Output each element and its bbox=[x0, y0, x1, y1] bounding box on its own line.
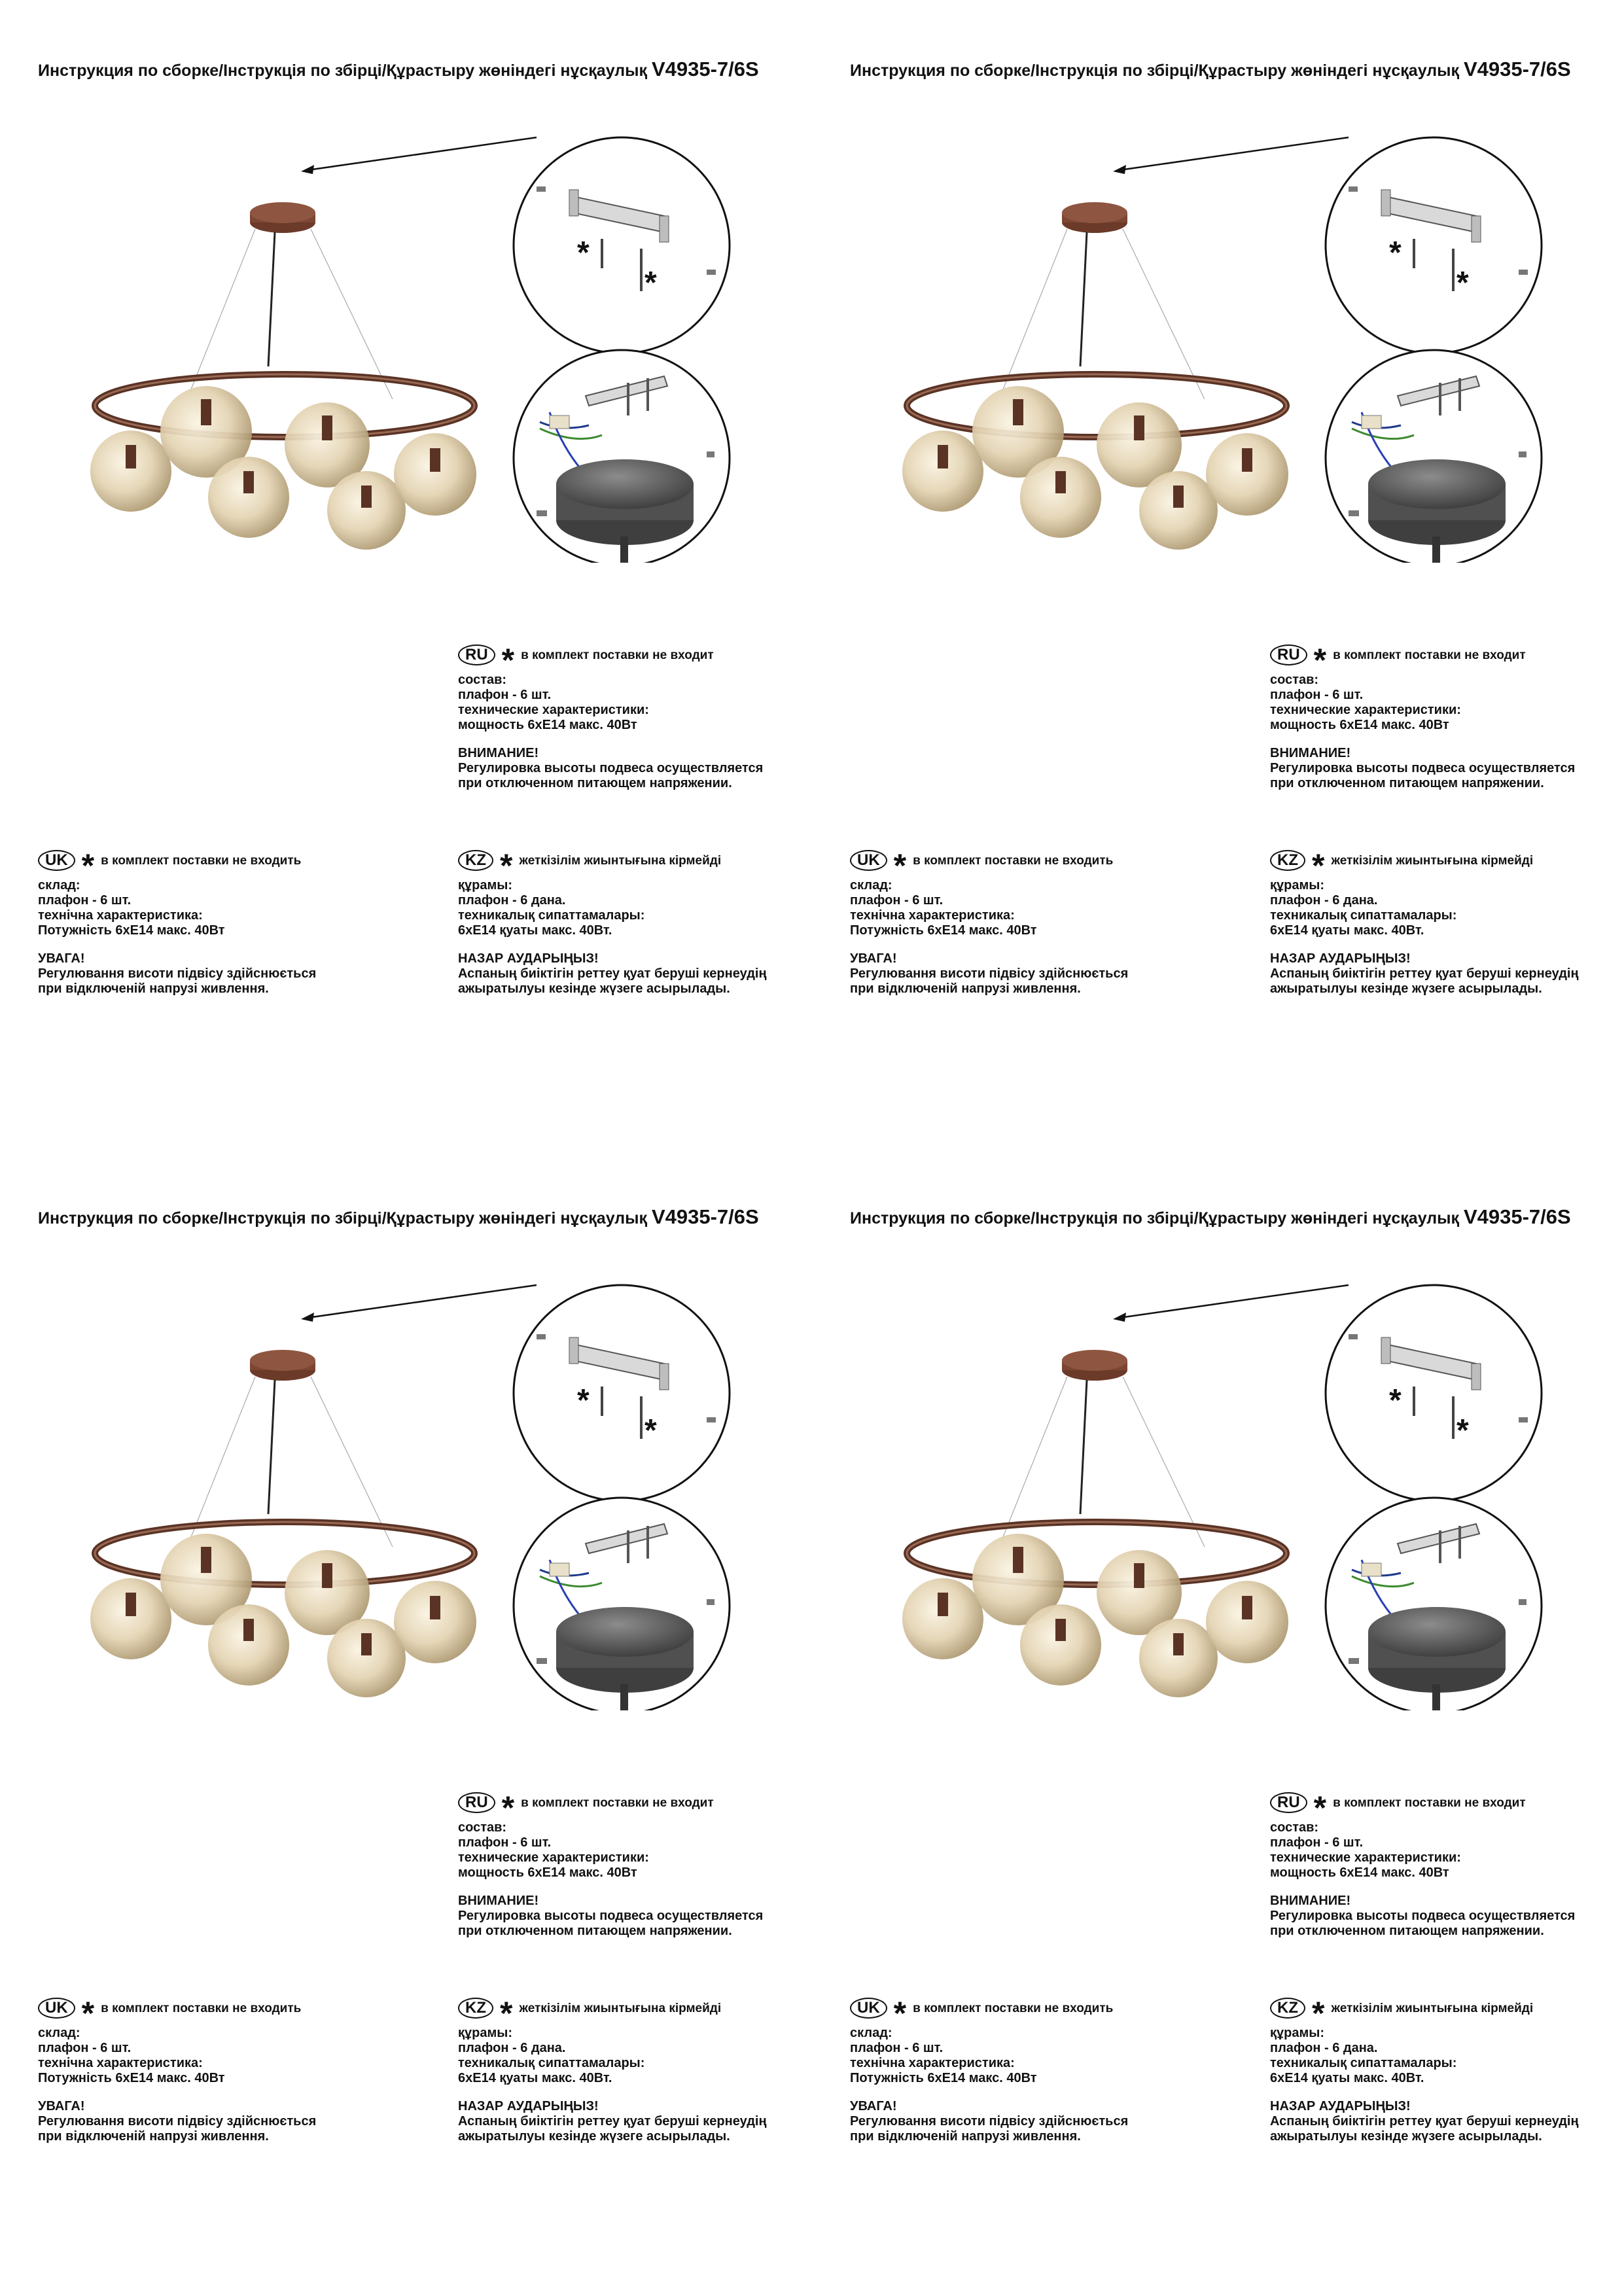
svg-text:*: * bbox=[644, 1413, 657, 1448]
star-icon: * bbox=[1313, 1790, 1327, 1826]
title-text: Инструкция по сборке/Інструкція по збірці/Құрастыру жөніндегі нұсқаулық bbox=[38, 1209, 648, 1227]
uk-line: плафон - 6 шт. bbox=[850, 2041, 944, 2055]
uk-line: плафон - 6 шт. bbox=[850, 893, 944, 908]
uk-line: склад: bbox=[850, 2026, 892, 2040]
svg-text:*: * bbox=[1456, 266, 1469, 300]
pointer-arrow bbox=[308, 137, 537, 170]
star-icon: * bbox=[1312, 847, 1325, 884]
uk-language-badge: UK bbox=[850, 1998, 887, 2019]
uk-warning-title: УВАГА! bbox=[850, 2099, 897, 2113]
title-text: Инструкция по сборке/Інструкція по збірці/Құрастыру жөніндегі нұсқаулық bbox=[850, 62, 1460, 80]
ru-not-included-note: в комплект поставки не входит bbox=[521, 1795, 714, 1810]
page-title bbox=[38, 58, 759, 81]
uk-warning-line: Регулювання висоти підвісу здійснюється bbox=[38, 966, 317, 981]
ru-not-included-note: в комплект поставки не входит bbox=[1333, 648, 1526, 662]
ru-line: мощность 6хЕ14 макс. 40Вт bbox=[458, 1865, 637, 1880]
star-icon: * bbox=[81, 1995, 95, 2032]
uk-section bbox=[850, 1994, 1128, 2144]
model-number: V4935-7/6S bbox=[651, 1205, 759, 1228]
kz-line: техникалық сипаттамалары: bbox=[1270, 2056, 1457, 2070]
page-title bbox=[38, 1205, 759, 1229]
star-icon: * bbox=[501, 642, 515, 679]
star-icon: * bbox=[500, 847, 513, 884]
globe-group bbox=[90, 386, 476, 550]
uk-warning-line: Регулювання висоти підвісу здійснюється bbox=[38, 2114, 317, 2128]
chandelier-illustration bbox=[79, 118, 759, 563]
uk-warning-line: при відключеній напрузі живлення. bbox=[850, 2129, 1081, 2144]
ru-warning-line: при отключенном питающем напряжении. bbox=[458, 776, 732, 790]
model-number: V4935-7/6S bbox=[1463, 58, 1571, 80]
chandelier-illustration bbox=[891, 1265, 1571, 1710]
kz-line: 6хЕ14 қуаты макс. 40Вт. bbox=[458, 923, 612, 938]
kz-line: 6хЕ14 қуаты макс. 40Вт. bbox=[1270, 2071, 1424, 2085]
kz-not-included-note: жеткізілім жиынтығына кірмейді bbox=[1331, 853, 1534, 868]
kz-warning-title: НАЗАР АУДАРЫҢЫЗ! bbox=[458, 951, 599, 966]
kz-warning-line: Аспаның биіктігін реттеу қуат беруші кернеудің bbox=[458, 966, 767, 981]
chandelier-illustration bbox=[891, 118, 1571, 563]
globe-group bbox=[90, 1534, 476, 1697]
ru-language-badge: RU bbox=[458, 645, 495, 665]
kz-warning-line: Аспаның биіктігін реттеу қуат беруші кернеудің bbox=[458, 2114, 767, 2128]
ru-line: состав: bbox=[458, 1820, 507, 1835]
ru-language-badge: RU bbox=[458, 1792, 495, 1813]
kz-warning-line: ажыратылуы кезінде жүзеге асырылады. bbox=[458, 981, 730, 996]
page-title bbox=[850, 1205, 1571, 1229]
uk-warning-line: Регулювання висоти підвісу здійснюється bbox=[850, 966, 1129, 981]
uk-line: Потужність 6хЕ14 макс. 40Вт bbox=[38, 923, 225, 938]
ru-warning-title: ВНИМАНИЕ! bbox=[1270, 746, 1351, 760]
ru-warning-line: Регулировка высоты подвеса осуществляется bbox=[458, 1909, 764, 1923]
ru-section bbox=[1270, 641, 1575, 791]
star-icon: * bbox=[1313, 642, 1327, 679]
svg-text:*: * bbox=[1389, 1383, 1402, 1418]
kz-line: техникалық сипаттамалары: bbox=[458, 908, 645, 923]
kz-line: құрамы: bbox=[1270, 2026, 1325, 2040]
ru-warning-title: ВНИМАНИЕ! bbox=[458, 1894, 539, 1908]
kz-section bbox=[458, 847, 767, 997]
uk-line: плафон - 6 шт. bbox=[38, 2041, 132, 2055]
svg-text:*: * bbox=[1456, 1413, 1469, 1448]
kz-line: құрамы: bbox=[458, 2026, 513, 2040]
kz-line: 6хЕ14 қуаты макс. 40Вт. bbox=[1270, 923, 1424, 938]
kz-warning-line: ажыратылуы кезінде жүзеге асырылады. bbox=[1270, 2129, 1542, 2144]
svg-text:*: * bbox=[577, 236, 590, 270]
bracket-detail-circle bbox=[1326, 137, 1542, 353]
instruction-sheet bbox=[812, 0, 1624, 1148]
ru-warning-line: при отключенном питающем напряжении. bbox=[1270, 776, 1544, 790]
uk-warning-title: УВАГА! bbox=[38, 2099, 85, 2113]
kz-warning-title: НАЗАР АУДАРЫҢЫЗ! bbox=[1270, 2099, 1411, 2113]
kz-section bbox=[1270, 1994, 1579, 2144]
bracket-detail-circle bbox=[514, 137, 730, 353]
ru-warning-line: Регулировка высоты подвеса осуществляется bbox=[1270, 1909, 1576, 1923]
kz-line: плафон - 6 дана. bbox=[1270, 2041, 1378, 2055]
kz-section bbox=[1270, 847, 1579, 997]
kz-warning-title: НАЗАР АУДАРЫҢЫЗ! bbox=[1270, 951, 1411, 966]
uk-section bbox=[38, 847, 316, 997]
svg-text:*: * bbox=[644, 266, 657, 300]
uk-line: Потужність 6хЕ14 макс. 40Вт bbox=[850, 923, 1037, 938]
ru-not-included-note: в комплект поставки не входит bbox=[521, 648, 714, 662]
star-icon: * bbox=[893, 1995, 907, 2032]
svg-text:*: * bbox=[1389, 236, 1402, 270]
ru-section bbox=[458, 641, 763, 791]
uk-line: технічна характеристика: bbox=[850, 908, 1015, 923]
ru-line: плафон - 6 шт. bbox=[1270, 688, 1364, 702]
ru-line: технические характеристики: bbox=[458, 703, 649, 717]
ru-line: мощность 6хЕ14 макс. 40Вт bbox=[1270, 1865, 1449, 1880]
model-number: V4935-7/6S bbox=[651, 58, 759, 80]
uk-not-included-note: в комплект поставки не входить bbox=[913, 853, 1114, 868]
ru-warning-line: Регулировка высоты подвеса осуществляется bbox=[1270, 761, 1576, 775]
uk-line: склад: bbox=[38, 2026, 80, 2040]
uk-warning-line: при відключеній напрузі живлення. bbox=[38, 2129, 269, 2144]
chandelier-illustration bbox=[79, 1265, 759, 1710]
ru-line: состав: bbox=[1270, 673, 1319, 687]
globe-group bbox=[902, 386, 1288, 550]
instruction-sheet bbox=[812, 1148, 1624, 2295]
kz-warning-line: Аспаның биіктігін реттеу қуат беруші кернеудің bbox=[1270, 966, 1579, 981]
kz-warning-line: ажыратылуы кезінде жүзеге асырылады. bbox=[1270, 981, 1542, 996]
uk-warning-title: УВАГА! bbox=[850, 951, 897, 966]
uk-line: склад: bbox=[38, 878, 80, 892]
kz-warning-line: Аспаның биіктігін реттеу қуат беруші кернеудің bbox=[1270, 2114, 1579, 2128]
uk-warning-line: Регулювання висоти підвісу здійснюється bbox=[850, 2114, 1129, 2128]
uk-line: Потужність 6хЕ14 макс. 40Вт bbox=[38, 2071, 225, 2085]
uk-language-badge: UK bbox=[38, 1998, 75, 2019]
svg-text:*: * bbox=[577, 1383, 590, 1418]
ru-language-badge: RU bbox=[1270, 1792, 1307, 1813]
uk-line: склад: bbox=[850, 878, 892, 892]
kz-language-badge: KZ bbox=[1270, 1998, 1305, 2019]
ru-line: плафон - 6 шт. bbox=[458, 688, 552, 702]
ru-language-badge: RU bbox=[1270, 645, 1307, 665]
star-icon: * bbox=[893, 847, 907, 884]
kz-line: құрамы: bbox=[458, 878, 513, 892]
pointer-arrow bbox=[1120, 137, 1349, 170]
uk-not-included-note: в комплект поставки не входить bbox=[101, 853, 302, 868]
ru-line: плафон - 6 шт. bbox=[458, 1835, 552, 1850]
instruction-sheet bbox=[0, 1148, 812, 2295]
kz-warning-title: НАЗАР АУДАРЫҢЫЗ! bbox=[458, 2099, 599, 2113]
kz-line: плафон - 6 дана. bbox=[1270, 893, 1378, 908]
ru-section bbox=[458, 1789, 763, 1939]
ru-line: технические характеристики: bbox=[458, 1850, 649, 1865]
instruction-sheet bbox=[0, 0, 812, 1148]
kz-line: 6хЕ14 қуаты макс. 40Вт. bbox=[458, 2071, 612, 2085]
ru-warning-line: при отключенном питающем напряжении. bbox=[1270, 1924, 1544, 1938]
kz-line: техникалық сипаттамалары: bbox=[1270, 908, 1457, 923]
ru-warning-line: Регулировка высоты подвеса осуществляется bbox=[458, 761, 764, 775]
bracket-detail-circle bbox=[1326, 1285, 1542, 1501]
star-icon: * bbox=[501, 1790, 515, 1826]
uk-not-included-note: в комплект поставки не входить bbox=[101, 2001, 302, 2015]
star-icon: * bbox=[500, 1995, 513, 2032]
kz-not-included-note: жеткізілім жиынтығына кірмейді bbox=[519, 853, 722, 868]
kz-language-badge: KZ bbox=[458, 1998, 493, 2019]
model-number: V4935-7/6S bbox=[1463, 1205, 1571, 1228]
kz-not-included-note: жеткізілім жиынтығына кірмейді bbox=[1331, 2001, 1534, 2015]
ru-warning-line: при отключенном питающем напряжении. bbox=[458, 1924, 732, 1938]
ru-line: технические характеристики: bbox=[1270, 703, 1461, 717]
kz-line: плафон - 6 дана. bbox=[458, 893, 566, 908]
ru-line: мощность 6хЕ14 макс. 40Вт bbox=[458, 718, 637, 732]
uk-line: Потужність 6хЕ14 макс. 40Вт bbox=[850, 2071, 1037, 2085]
ru-line: состав: bbox=[458, 673, 507, 687]
uk-section bbox=[38, 1994, 316, 2144]
title-text: Инструкция по сборке/Інструкція по збірці/Құрастыру жөніндегі нұсқаулық bbox=[38, 62, 648, 80]
ru-line: мощность 6хЕ14 макс. 40Вт bbox=[1270, 718, 1449, 732]
kz-language-badge: KZ bbox=[458, 850, 493, 871]
kz-not-included-note: жеткізілім жиынтығына кірмейді bbox=[519, 2001, 722, 2015]
kz-line: плафон - 6 дана. bbox=[458, 2041, 566, 2055]
pointer-arrow bbox=[308, 1285, 537, 1318]
ru-line: технические характеристики: bbox=[1270, 1850, 1461, 1865]
ru-section bbox=[1270, 1789, 1575, 1939]
page-title bbox=[850, 58, 1571, 81]
star-icon: * bbox=[1312, 1995, 1325, 2032]
ru-line: плафон - 6 шт. bbox=[1270, 1835, 1364, 1850]
kz-section bbox=[458, 1994, 767, 2144]
ru-line: состав: bbox=[1270, 1820, 1319, 1835]
uk-line: технічна характеристика: bbox=[38, 908, 203, 923]
ru-not-included-note: в комплект поставки не входит bbox=[1333, 1795, 1526, 1810]
ru-warning-title: ВНИМАНИЕ! bbox=[1270, 1894, 1351, 1908]
globe-group bbox=[902, 1534, 1288, 1697]
uk-line: плафон - 6 шт. bbox=[38, 893, 132, 908]
kz-language-badge: KZ bbox=[1270, 850, 1305, 871]
pointer-arrow bbox=[1120, 1285, 1349, 1318]
uk-language-badge: UK bbox=[850, 850, 887, 871]
uk-warning-title: УВАГА! bbox=[38, 951, 85, 966]
uk-line: технічна характеристика: bbox=[38, 2056, 203, 2070]
uk-section bbox=[850, 847, 1128, 997]
kz-warning-line: ажыратылуы кезінде жүзеге асырылады. bbox=[458, 2129, 730, 2144]
uk-warning-line: при відключеній напрузі живлення. bbox=[38, 981, 269, 996]
kz-line: құрамы: bbox=[1270, 878, 1325, 892]
uk-warning-line: при відключеній напрузі живлення. bbox=[850, 981, 1081, 996]
kz-line: техникалық сипаттамалары: bbox=[458, 2056, 645, 2070]
ru-warning-title: ВНИМАНИЕ! bbox=[458, 746, 539, 760]
uk-language-badge: UK bbox=[38, 850, 75, 871]
title-text: Инструкция по сборке/Інструкція по збірці/Құрастыру жөніндегі нұсқаулық bbox=[850, 1209, 1460, 1227]
uk-not-included-note: в комплект поставки не входить bbox=[913, 2001, 1114, 2015]
star-icon: * bbox=[81, 847, 95, 884]
bracket-detail-circle bbox=[514, 1285, 730, 1501]
uk-line: технічна характеристика: bbox=[850, 2056, 1015, 2070]
